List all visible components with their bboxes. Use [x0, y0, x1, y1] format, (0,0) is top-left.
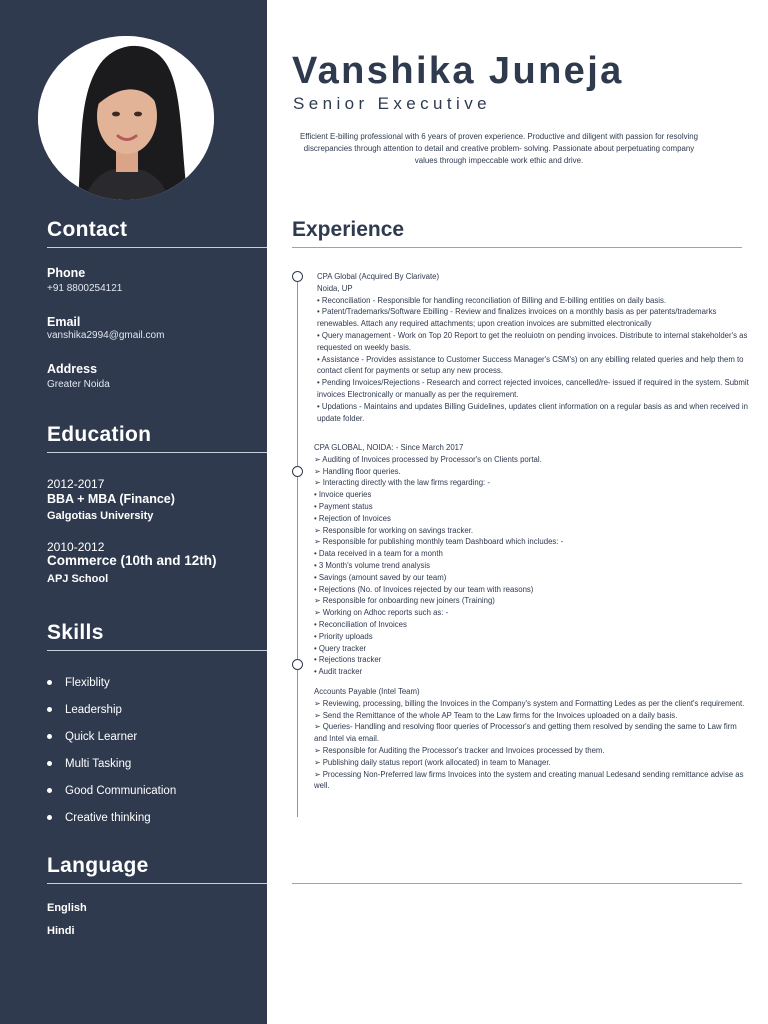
- job-duty: • 3 Month's volume trend analysis: [314, 560, 431, 570]
- bullet-icon: [47, 734, 52, 739]
- job-duty: • Updations - Maintains and updates Billing Guidelines, updates client information on a regular basis as and when received in update folder.: [317, 401, 748, 423]
- list-item: [47, 804, 176, 831]
- skill-label: Multi Tasking: [65, 757, 132, 770]
- skill-label: Quick Learner: [65, 730, 138, 743]
- job-duty: • Rejections (No. of Invoices rejected by our team with reasons): [314, 584, 534, 594]
- timeline-line: [297, 277, 298, 817]
- address-label: Address: [47, 362, 98, 376]
- job-duty: • Reconciliation - Responsible for handling reconciliation of Billing and E-billing entities on daily basis.: [317, 295, 667, 305]
- language-item: English: [47, 902, 87, 914]
- job-duty: • Pending Invoices/Rejections - Research and correct rejected invoices, cancelled/re- issued if required in the system. Submit invoices Electronically or manually as per the requirement.: [317, 378, 749, 399]
- skill-label: Flexiblity: [65, 676, 110, 689]
- sidebar: [0, 0, 267, 1024]
- education-school: APJ School: [47, 573, 109, 585]
- experience-entry-1: [317, 271, 757, 424]
- bullet-icon: [47, 815, 52, 820]
- job-duty: • Audit tracker: [314, 667, 363, 677]
- job-duty: • Rejection of Invoices: [314, 513, 391, 523]
- education-degree: Commerce (10th and 12th): [47, 553, 217, 568]
- job-duty: • Query tracker: [314, 643, 367, 653]
- contact-heading: Contact: [47, 218, 128, 241]
- bullet-icon: [47, 680, 52, 685]
- job-duty: ➢ Handling floor queries.: [314, 466, 401, 476]
- job-duty: ➢ Queries- Handling and resolving floor queries of Processor's and getting them resolved by sending the same to Law firm and Intel via email.: [314, 722, 737, 744]
- job-duty: ➢ Processing Non-Preferred law firms Invoices into the system and creating manual Ledesand sending remittance advise as well.: [314, 769, 744, 791]
- list-item: [47, 696, 176, 723]
- experience-entry-3: [314, 686, 746, 792]
- job-duty: ➢ Responsible for onboarding new joiners (Training): [314, 596, 495, 606]
- job-duty: • Reconciliation of Invoices: [314, 619, 407, 629]
- address-value: Greater Noida: [47, 379, 110, 390]
- list-item: [47, 669, 176, 696]
- profile-photo-illustration: [38, 36, 214, 200]
- list-item: [47, 750, 176, 777]
- job-duty: • Payment status: [314, 501, 373, 511]
- education-school: Galgotias University: [47, 510, 154, 522]
- language-divider: [47, 883, 267, 884]
- skills-list: [47, 669, 176, 831]
- job-duty: • Savings (amount saved by our team): [314, 572, 447, 582]
- education-years: 2010-2012: [47, 540, 105, 554]
- job-company: CPA Global (Acquired By Clarivate): [317, 272, 440, 281]
- bullet-icon: [47, 761, 52, 766]
- experience-entry-2: [314, 442, 754, 678]
- job-duty: ➢ Auditing of Invoices processed by Processor's on Clients portal.: [314, 454, 542, 464]
- bottom-divider: [292, 883, 742, 884]
- experience-heading: Experience: [292, 218, 405, 241]
- language-heading: Language: [47, 854, 149, 877]
- contact-divider: [47, 247, 267, 248]
- job-duty: ➢ Responsible for Auditing the Processor's tracker and Invoices processed by them.: [314, 745, 605, 755]
- bullet-icon: [47, 788, 52, 793]
- timeline-node-icon: [292, 659, 303, 670]
- skills-divider: [47, 650, 267, 651]
- bullet-icon: [47, 707, 52, 712]
- job-company: Accounts Payable (Intel Team): [314, 687, 420, 696]
- job-duty: • Invoice queries: [314, 490, 372, 500]
- skill-label: Creative thinking: [65, 811, 151, 824]
- phone-value: +91 8800254121: [47, 283, 123, 294]
- candidate-name: Vanshika Juneja: [292, 50, 624, 92]
- email-value[interactable]: vanshika2994@gmail.com: [47, 330, 165, 341]
- job-duty: ➢ Reviewing, processing, billing the Invoices in the Company's system and Formatting Ledes as per the client's requirement.: [314, 698, 745, 708]
- job-duty: ➢ Responsible for publishing monthly team Dashboard which includes: -: [314, 537, 564, 547]
- education-divider: [47, 452, 267, 453]
- job-duty: • Data received in a team for a month: [314, 549, 443, 559]
- job-duty: ➢ Working on Adhoc reports such as: -: [314, 608, 449, 618]
- experience-divider: [292, 247, 742, 248]
- email-label: Email: [47, 315, 81, 329]
- list-item: [47, 723, 176, 750]
- job-duty: ➢ Interacting directly with the law firms regarding: -: [314, 478, 490, 488]
- job-duty: • Patent/Trademarks/Software Ebilling - Review and finalizes invoices on a monthly basis as per patents/trademarks renewables. Attach any required attachments; upon creation invoices are submitted electronically: [317, 307, 717, 329]
- job-duty: • Rejections tracker: [314, 655, 382, 665]
- profile-summary: Efficient E-billing professional with 6 years of proven experience. Productive and diligent with passion for resolving discrepancies through attention to detail and creative problem- solving. Passionate about perpetuating company values through impeccable work ethic and drive.: [299, 132, 699, 165]
- job-location: Noida, UP: [317, 283, 353, 293]
- job-company: CPA GLOBAL, NOIDA: - Since March 2017: [314, 443, 464, 452]
- education-degree: BBA + MBA (Finance): [47, 492, 175, 506]
- language-item: Hindi: [47, 925, 75, 937]
- skill-label: Leadership: [65, 703, 122, 716]
- profile-photo: [38, 36, 214, 200]
- education-heading: Education: [47, 423, 152, 446]
- timeline-node-icon: [292, 271, 303, 282]
- job-duty: • Assistance - Provides assistance to Customer Success Manager's CSM's) on any ebilling related queries and help them to contact client for payments or setup any new process.: [317, 354, 744, 376]
- job-duty: • Query management - Work on Top 20 Report to get the reoluiotn on pending invoices. Distribute to internal stakeholder's as requested on weekly basis.: [317, 330, 748, 352]
- candidate-title: Senior Executive: [293, 94, 491, 113]
- job-duty: ➢ Send the Remittance of the whole AP Team to the Law firms for the Invoices uploaded on a daily basis.: [314, 710, 678, 720]
- education-years: 2012-2017: [47, 477, 105, 491]
- job-duty: ➢ Responsible for working on savings tracker.: [314, 525, 474, 535]
- timeline-node-icon: [292, 466, 303, 477]
- job-duty: • Priority uploads: [314, 631, 373, 641]
- phone-label: Phone: [47, 266, 86, 280]
- list-item: [47, 777, 176, 804]
- job-duty: ➢ Publishing daily status report (work allocated) in team to Manager.: [314, 757, 551, 767]
- skills-heading: Skills: [47, 621, 104, 644]
- skill-label: Good Communication: [65, 784, 177, 797]
